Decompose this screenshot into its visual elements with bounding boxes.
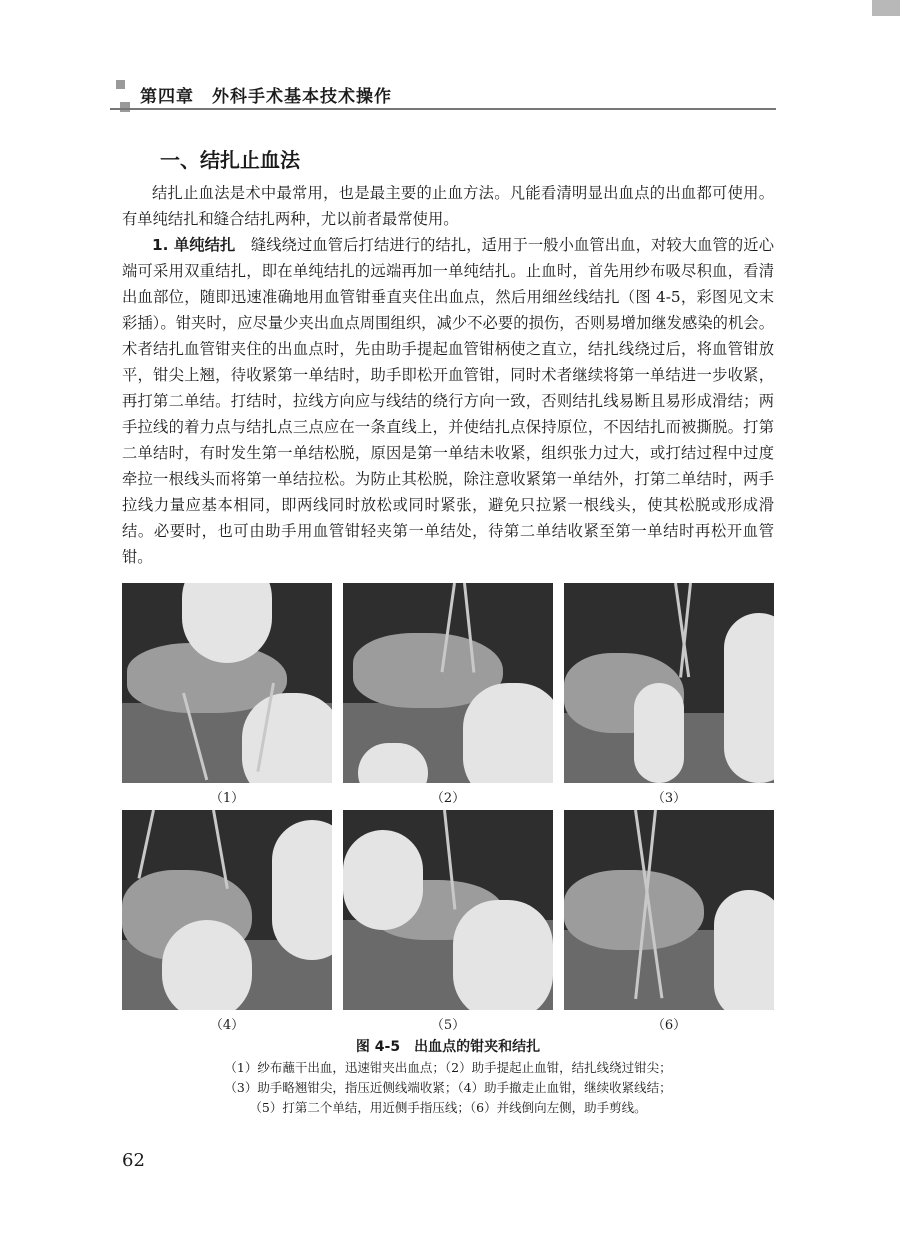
- paragraph-simple-ligation: [122, 232, 774, 570]
- figure-caption-line: （5）打第二个单结，用近侧手指压线；（6）并线倒向左侧，助手剪线。: [249, 1100, 647, 1115]
- figure-photo-5: [343, 810, 553, 1010]
- running-header: [110, 80, 776, 110]
- paragraph-simple-ligation-text: 缝线绕过血管后打结进行的结扎，适用于一般小血管出血，对较大血管的近心端可采用双重结扎，即在单纯结扎的远端再加一单纯结扎。止血时，首先用纱布吸尽积血，看清出血部位，随即迅速准确地用血管钳垂直夹住出血点，然后用细丝线结扎（图 4-5，彩图见文末彩插）。钳夹时，应尽量少夹出血点周围组织，减少不必要的损伤，否则易增加继发感染的机会。术者结扎血管钳夹住的出血点时，先由助手提起血管钳柄使之直立，结扎线绕过后，将血管钳放平，钳尖上翘，待收紧第一单结时，助手即松开血管钳，同时术者继续将第一单结进一步收紧，再打第二单结。打结时，拉线方向应与线结的绕行方向一致，否则结扎线易断且易形成滑结；两手拉线的着力点与结扎点三点应在一条直线上，并使结扎点保持原位，不因结扎而被撕脱。打第二单结时，有时发生第一单结松脱，原因是第一单结未收紧，组织张力过大，或打结过程中过度牵拉一根线头而将第一单结拉松。为防止其松脱，除注意收紧第一单结外，打第二单结时，两手拉线力量应基本相同，即两线同时放松或同时紧张，避免只拉紧一根线头，使其松脱或形成滑结。必要时，也可由助手用血管钳轻夹第一单结处，待第二单结收紧至第一单结时再松开血管钳。: [122, 236, 774, 566]
- panel-label-5: （5）: [430, 1018, 466, 1033]
- figure-photo-4: [122, 810, 332, 1010]
- panel-label-4: （4）: [209, 1018, 245, 1033]
- panel-label-3: （3）: [651, 791, 687, 806]
- body-text: [122, 180, 774, 570]
- header-ornament: [116, 80, 125, 89]
- chapter-title: 第四章 外科手术基本技术操作: [140, 87, 392, 107]
- figure-photo-6: [564, 810, 774, 1010]
- page-corner-mark: [872, 0, 900, 16]
- figure-caption-line: （1）纱布蘸干出血，迅速钳夹出血点；（2）助手提起止血钳，结扎线绕过钳尖；: [224, 1060, 672, 1075]
- figure-caption-line: （3）助手略翘钳尖，指压近侧线端收紧；（4）助手撤走止血钳，继续收紧线结；: [224, 1080, 672, 1095]
- paragraph-intro: 结扎止血法是术中最常用，也是最主要的止血方法。凡能看清明显出血点的出血都可使用。有单纯结扎和缝合结扎两种，尤以前者最常使用。: [122, 184, 774, 228]
- figure-photo-2: [343, 583, 553, 783]
- panel-label-6: （6）: [651, 1018, 687, 1033]
- section-heading: 一、结扎止血法: [160, 148, 300, 172]
- panel-label-2: （2）: [430, 791, 466, 806]
- subheading-simple-ligation: 1. 单纯结扎: [152, 236, 236, 254]
- panel-label-1: （1）: [209, 791, 245, 806]
- header-ornament-lower: [120, 102, 130, 112]
- figure-photo-1: [122, 583, 332, 783]
- figure-photo-3: [564, 583, 774, 783]
- page-number: 62: [122, 1150, 145, 1171]
- header-rule: [110, 108, 776, 110]
- figure-title: 图 4-5 出血点的钳夹和结扎: [355, 1039, 541, 1055]
